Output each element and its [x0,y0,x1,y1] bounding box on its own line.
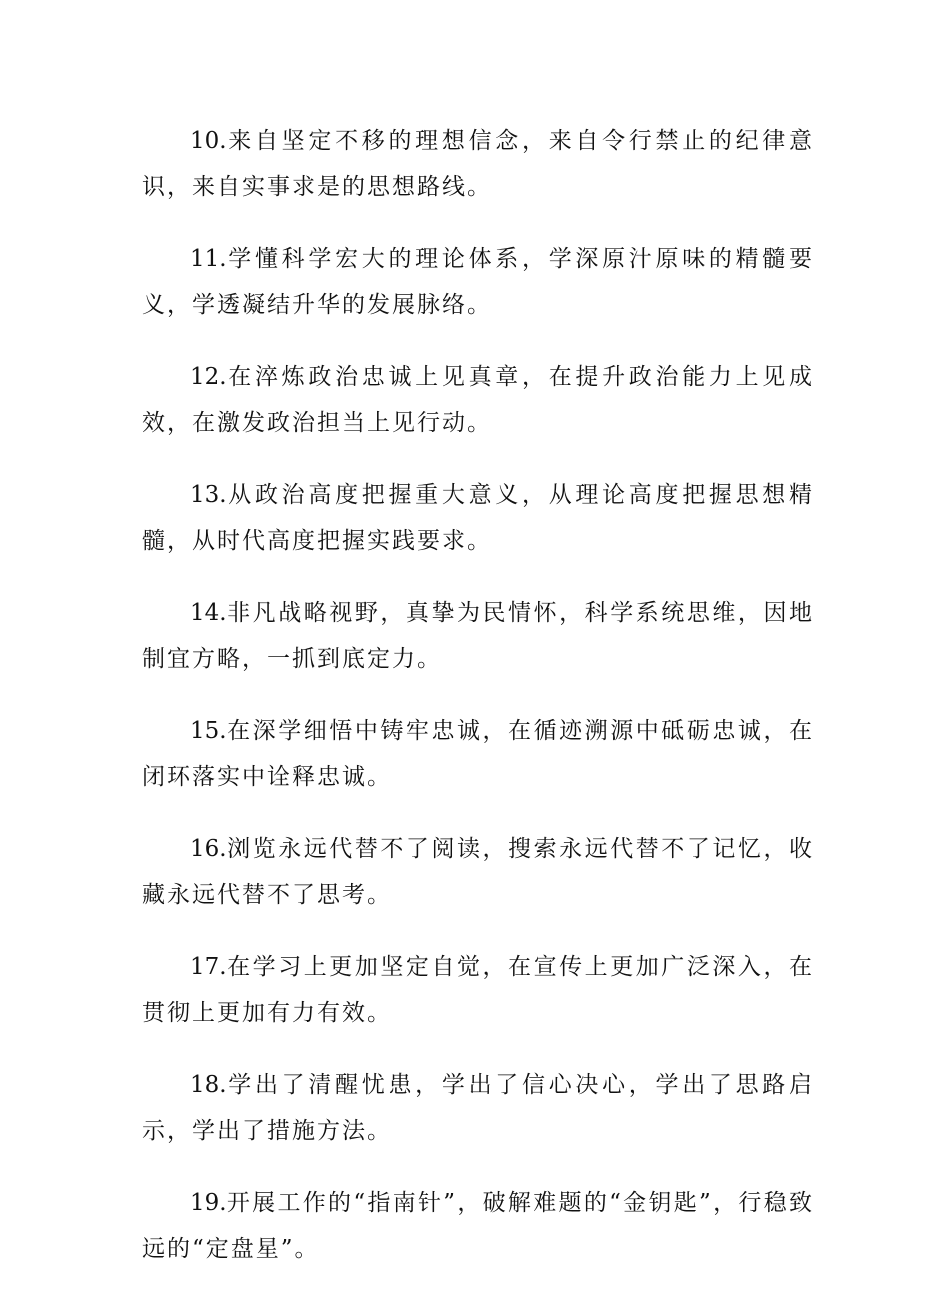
list-item-10 [142,118,814,210]
list-item-19 [142,1180,814,1272]
list-item-17 [142,944,814,1036]
item-text: 在深学细悟中铸牢忠诚，在循迹溯源中砥砺忠诚，在闭环落实中诠释忠诚。 [142,718,814,790]
item-number: 17. [190,954,227,980]
list-item-12 [142,354,814,446]
item-text: 非凡战略视野，真挚为民情怀，科学系统思维，因地制宜方略，一抓到底定力。 [142,600,814,672]
item-text: 在淬炼政治忠诚上见真章，在提升政治能力上见成效，在激发政治担当上见行动。 [142,364,814,436]
item-text: 浏览永远代替不了阅读，搜索永远代替不了记忆，收藏永远代替不了思考。 [142,836,814,908]
item-text: 在学习上更加坚定自觉，在宣传上更加广泛深入，在贯彻上更加有力有效。 [142,954,814,1026]
item-number: 13. [190,482,227,508]
document-body [142,118,814,1298]
list-item-15 [142,708,814,800]
item-number: 16. [190,836,227,862]
item-text: 从政治高度把握重大意义，从理论高度把握思想精髓，从时代高度把握实践要求。 [142,482,814,554]
list-item-13 [142,472,814,564]
item-number: 19. [190,1190,227,1216]
item-text: 来自坚定不移的理想信念，来自令行禁止的纪律意识，来自实事求是的思想路线。 [142,128,814,200]
item-text: 开展工作的“指南针”，破解难题的“金钥匙”，行稳致远的“定盘星”。 [142,1190,814,1262]
item-number: 15. [190,718,227,744]
list-item-14 [142,590,814,682]
item-number: 12. [190,364,227,390]
item-number: 10. [190,128,227,154]
item-number: 18. [190,1072,227,1098]
item-text: 学出了清醒忧患，学出了信心决心，学出了思路启示，学出了措施方法。 [142,1072,814,1144]
item-text: 学懂科学宏大的理论体系，学深原汁原味的精髓要义，学透凝结升华的发展脉络。 [142,246,814,318]
item-number: 11. [190,246,227,272]
item-number: 14. [190,600,227,626]
list-item-16 [142,826,814,918]
list-item-11 [142,236,814,328]
list-item-18 [142,1062,814,1154]
